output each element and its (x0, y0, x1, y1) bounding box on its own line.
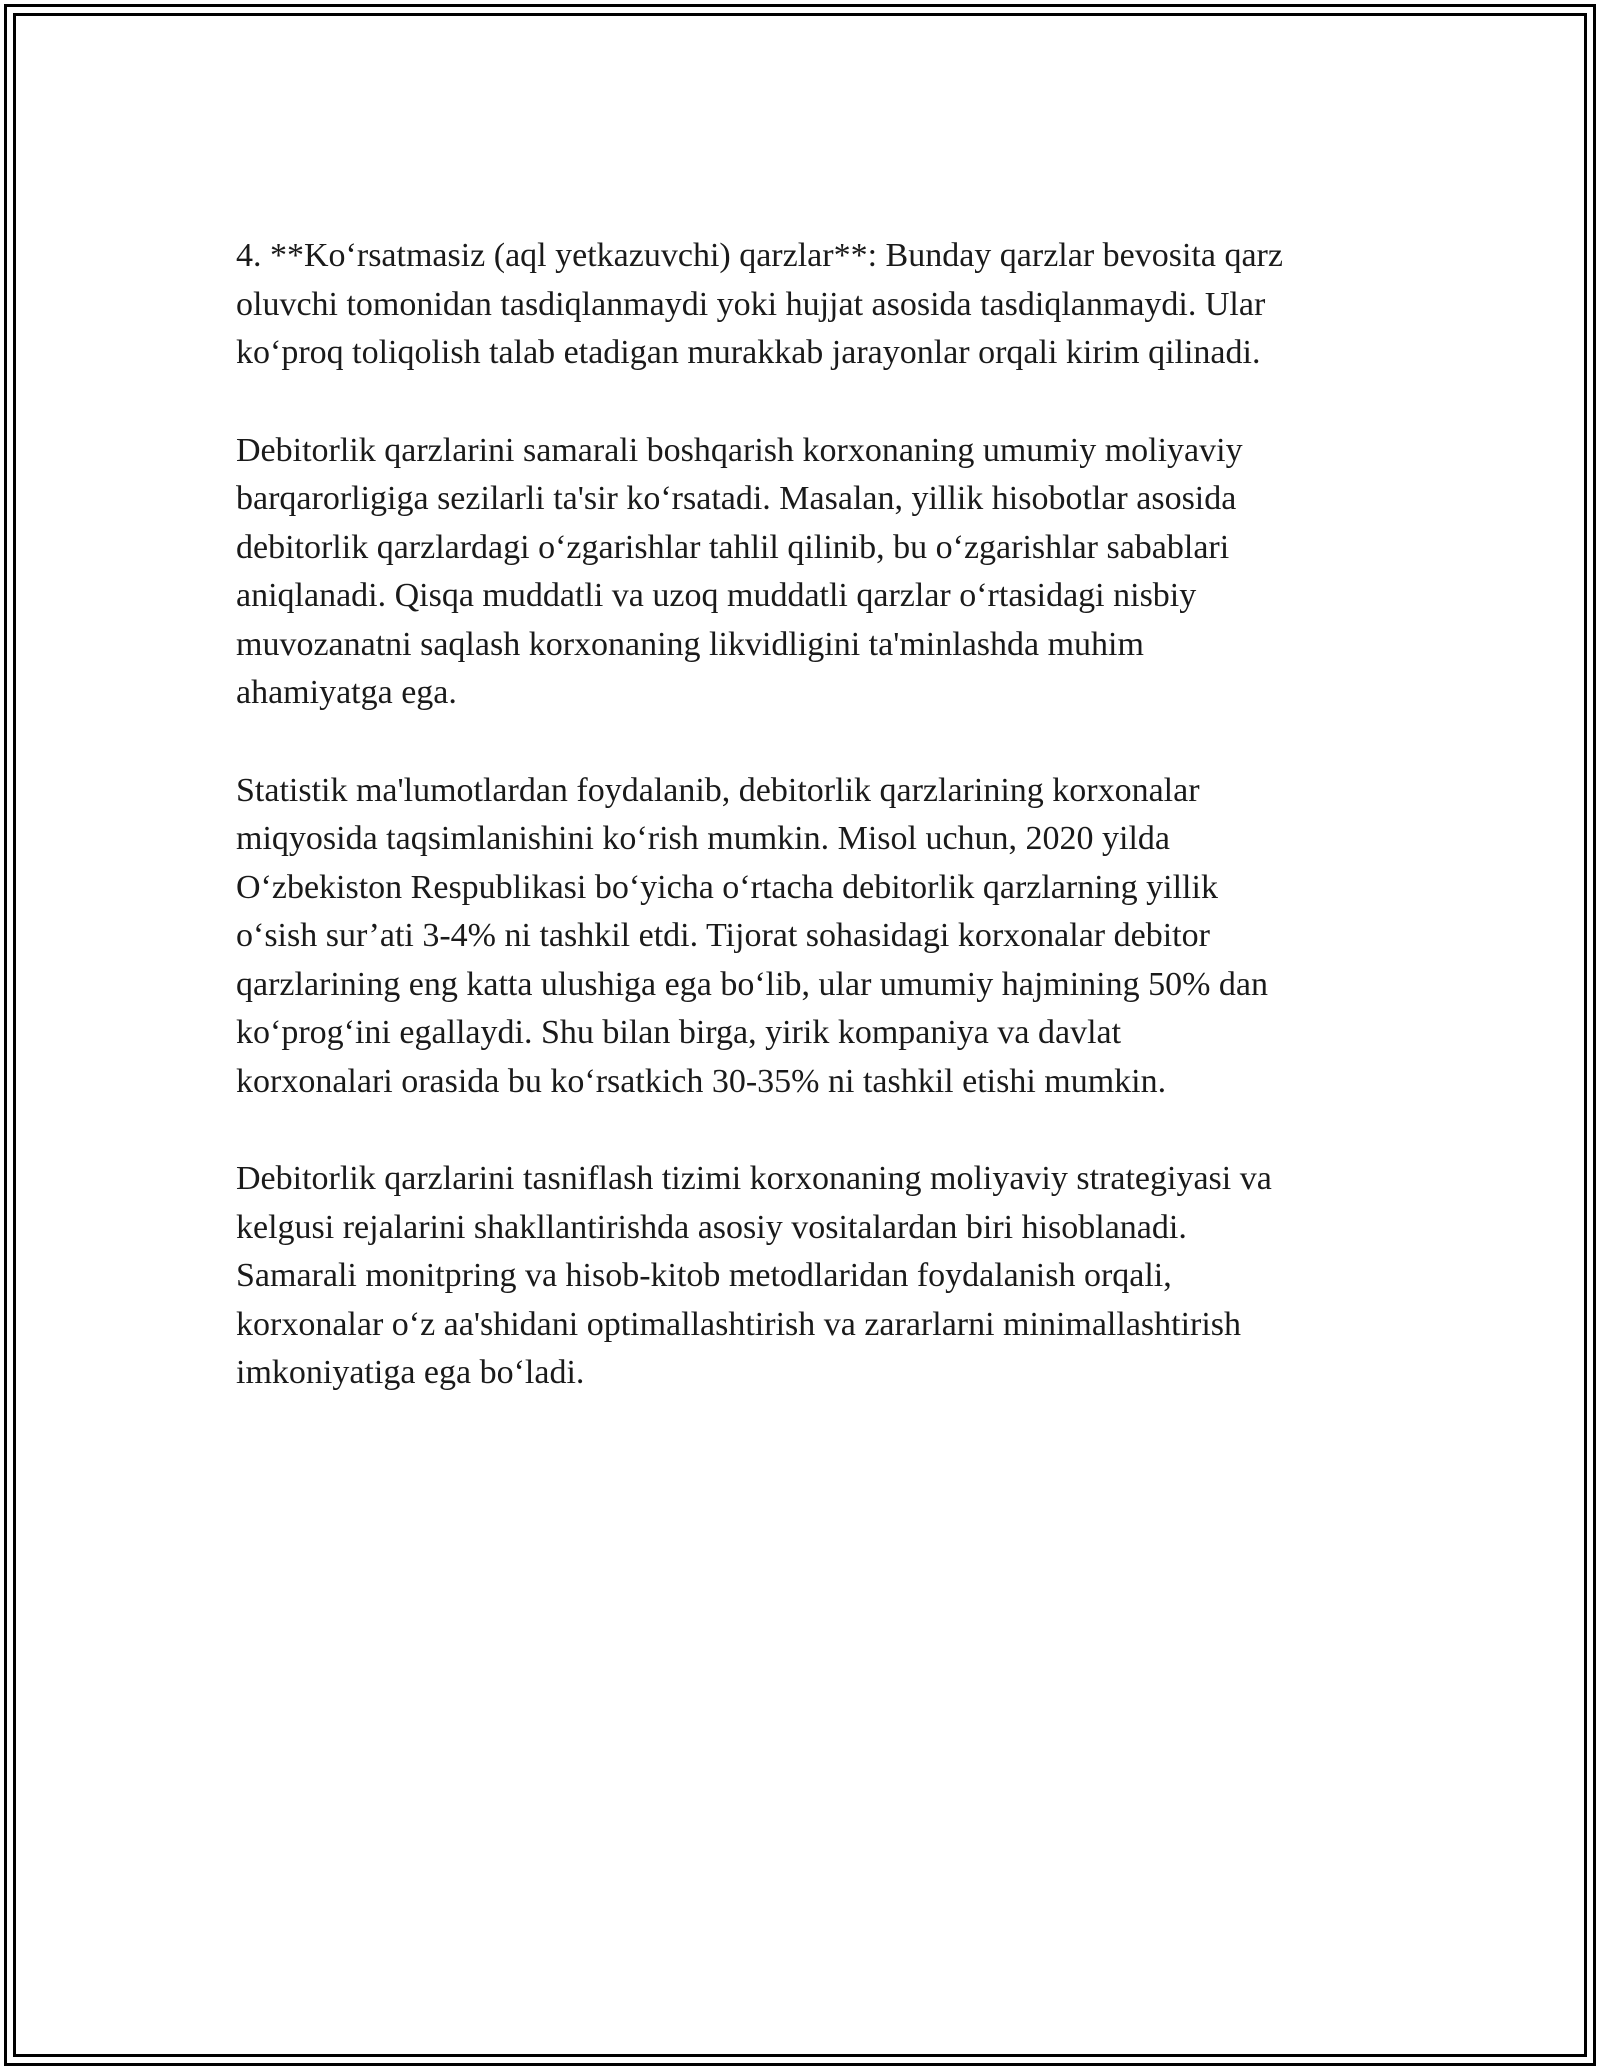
paragraph-1: 4. **Ko‘rsatmasiz (aql yetkazuvchi) qarzlar**: Bunday qarzlar bevosita qarz oluvchi tomonidan tasdiqlanmaydi yoki hujjat asosida tasdiqlanmaydi. Ular ko‘proq toliqolish talab etadigan murakkab jarayonlar orqali kirim qilinadi. (236, 237, 1283, 371)
paragraph-4: Debitorlik qarzlarini tasniflash tizimi korxonaning moliyaviy strategiyasi va kelgusi rejalarini shakllantirishda asosiy vositalardan biri hisoblanadi. Samarali monitpring va hisob-kitob metodlaridan foydalanish orqali, korxonalar o‘z aa'shidani optimallashtirish va zararlarni minimallashtirish imkoniyatiga ega bo‘ladi. (236, 1160, 1272, 1391)
paragraph-3: Statistik ma'lumotlardan foydalanib, debitorlik qarzlarining korxonalar miqyosida taqsimlanishini ko‘rish mumkin. Misol uchun, 2020 yilda O‘zbekiston Respublikasi bo‘yicha o‘rtacha debitorlik qarzlarning yillik o‘sish sur’ati 3-4% ni tashkil etdi. Tijorat sohasidagi korxonalar debitor qarzlarining eng katta ulushiga ega bo‘lib, ular umumiy hajmining 50% dan ko‘prog‘ini egallaydi. Shu bilan birga, yirik kompaniya va davlat korxonalari orasida bu ko‘rsatkich 30-35% ni tashkil etishi mumkin. (236, 771, 1269, 1100)
paragraph-2: Debitorlik qarzlarini samarali boshqarish korxonaning umumiy moliyaviy barqarorligiga sezilarli ta'sir ko‘rsatadi. Masalan, yillik hisobotlar asosida debitorlik qarzlardagi o‘zgarishlar tahlil qilinib, bu o‘zgarishlar sabablari aniqlanadi. Qisqa muddatli va uzoq muddatli qarzlar o‘rtasidagi nisbiy muvozanatni saqlash korxonaning likvidligini ta'minlashda muhim ahamiyatga ega. (236, 431, 1243, 711)
document-body (236, 232, 1376, 1447)
